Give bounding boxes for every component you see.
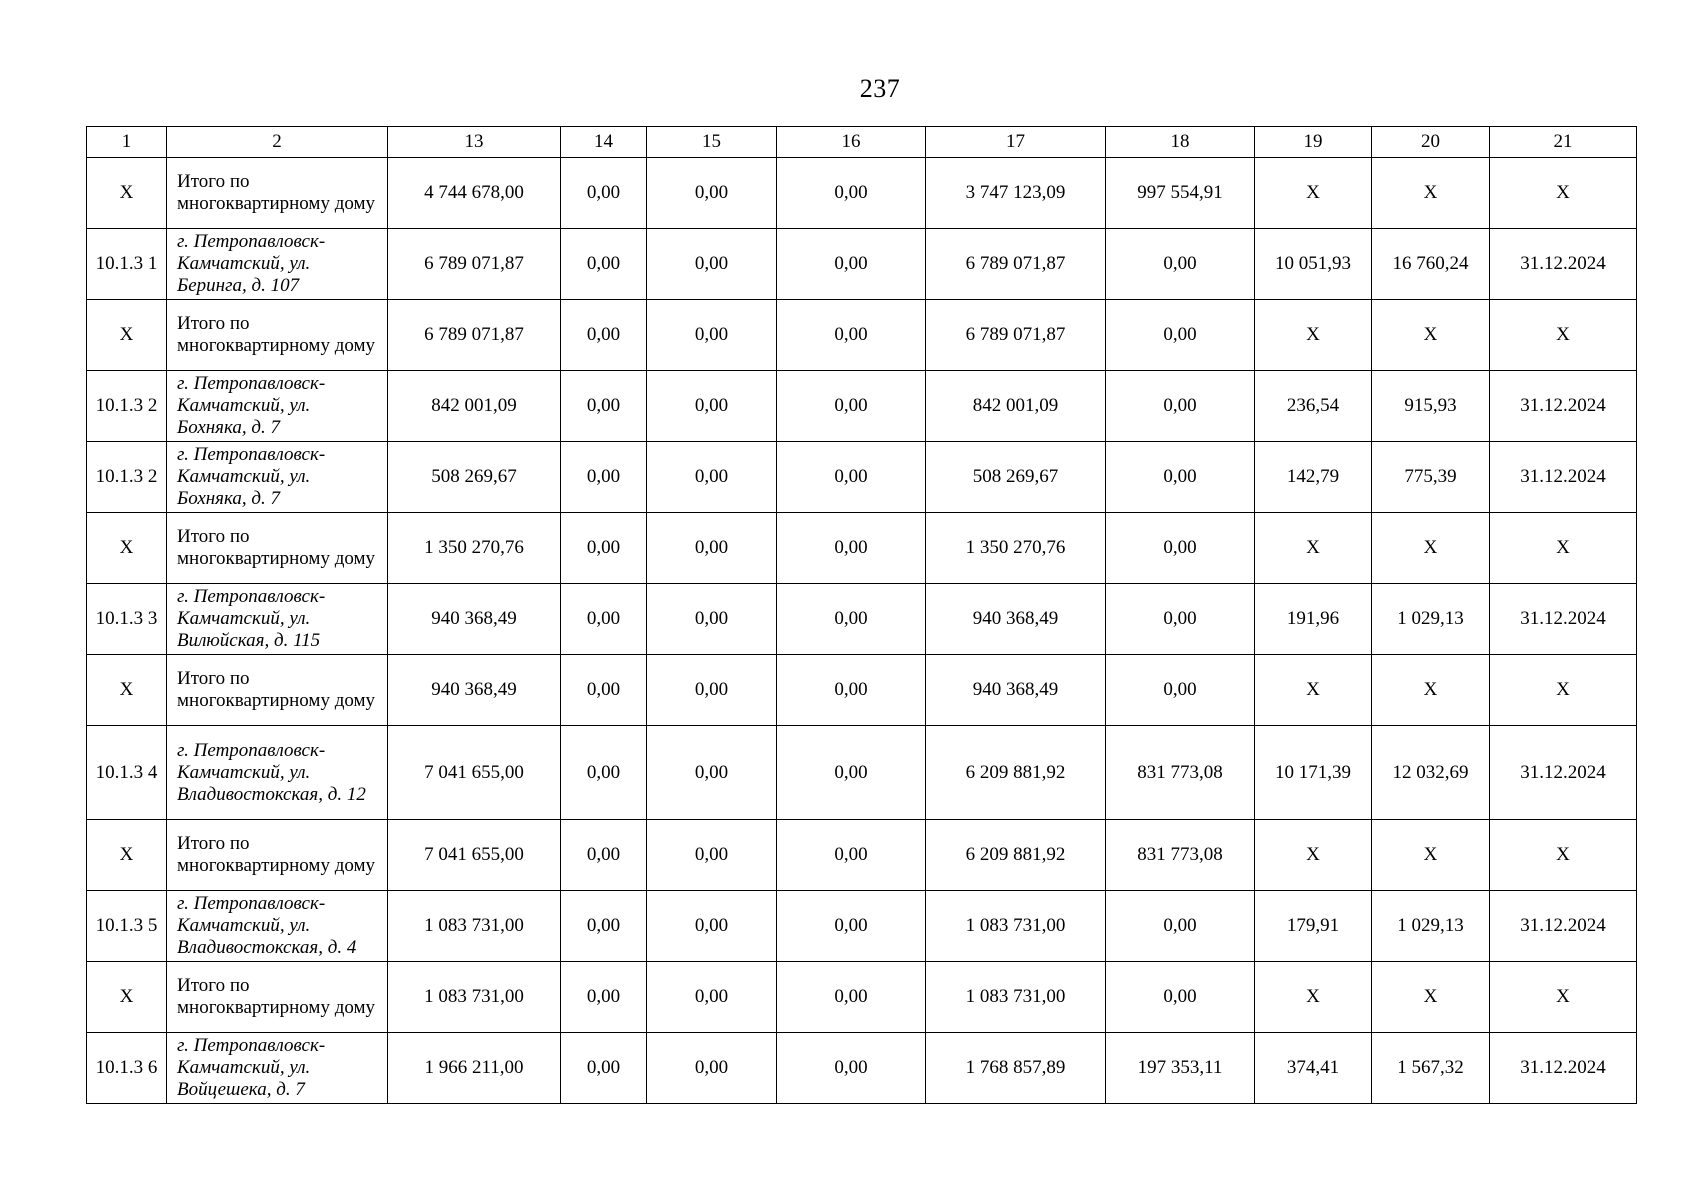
value-cell-15: 0,00 bbox=[647, 891, 777, 962]
value-cell-19: X bbox=[1255, 513, 1372, 584]
page-number: 237 bbox=[859, 74, 901, 103]
value-cell-18: 197 353,11 bbox=[1106, 1033, 1255, 1104]
row-code-cell: 10.1.3 2 bbox=[87, 442, 167, 513]
value-cell-21: 31.12.2024 bbox=[1490, 229, 1637, 300]
value-cell-18: 831 773,08 bbox=[1106, 820, 1255, 891]
value-cell-13: 6 789 071,87 bbox=[388, 229, 561, 300]
value-cell-14: 0,00 bbox=[561, 655, 647, 726]
total-label-cell: Итого по многоквартирному дому bbox=[167, 513, 388, 584]
value-cell-14: 0,00 bbox=[561, 891, 647, 962]
value-cell-19: X bbox=[1255, 820, 1372, 891]
table-body bbox=[87, 158, 1637, 1104]
value-cell-20: 915,93 bbox=[1372, 371, 1490, 442]
value-cell-14: 0,00 bbox=[561, 820, 647, 891]
value-cell-13: 7 041 655,00 bbox=[388, 726, 561, 820]
value-cell-19: X bbox=[1255, 655, 1372, 726]
total-row bbox=[87, 158, 1637, 229]
value-cell-13: 1 350 270,76 bbox=[388, 513, 561, 584]
data-table bbox=[86, 126, 1637, 1104]
value-cell-15: 0,00 bbox=[647, 726, 777, 820]
row-code-cell: 10.1.3 6 bbox=[87, 1033, 167, 1104]
header-cell: 19 bbox=[1255, 127, 1372, 158]
table-row bbox=[87, 1033, 1637, 1104]
row-code-cell: X bbox=[87, 962, 167, 1033]
table-row bbox=[87, 726, 1637, 820]
value-cell-16: 0,00 bbox=[777, 513, 926, 584]
row-code-cell: X bbox=[87, 655, 167, 726]
value-cell-20: X bbox=[1372, 513, 1490, 584]
value-cell-21: X bbox=[1490, 158, 1637, 229]
value-cell-20: 16 760,24 bbox=[1372, 229, 1490, 300]
value-cell-17: 6 209 881,92 bbox=[926, 820, 1106, 891]
value-cell-21: X bbox=[1490, 655, 1637, 726]
total-label-cell: Итого по многоквартирному дому bbox=[167, 655, 388, 726]
value-cell-15: 0,00 bbox=[647, 300, 777, 371]
header-cell: 20 bbox=[1372, 127, 1490, 158]
value-cell-15: 0,00 bbox=[647, 962, 777, 1033]
value-cell-16: 0,00 bbox=[777, 300, 926, 371]
value-cell-16: 0,00 bbox=[777, 962, 926, 1033]
address-cell: г. Петропавловск-Камчатский, ул. Войцешека, д. 7 bbox=[167, 1033, 388, 1104]
value-cell-20: 1 029,13 bbox=[1372, 891, 1490, 962]
value-cell-18: 997 554,91 bbox=[1106, 158, 1255, 229]
value-cell-21: 31.12.2024 bbox=[1490, 891, 1637, 962]
value-cell-14: 0,00 bbox=[561, 371, 647, 442]
table-row bbox=[87, 584, 1637, 655]
value-cell-19: 142,79 bbox=[1255, 442, 1372, 513]
value-cell-20: X bbox=[1372, 820, 1490, 891]
value-cell-13: 1 966 211,00 bbox=[388, 1033, 561, 1104]
value-cell-19: X bbox=[1255, 300, 1372, 371]
row-code-cell: X bbox=[87, 158, 167, 229]
value-cell-20: X bbox=[1372, 962, 1490, 1033]
header-cell: 18 bbox=[1106, 127, 1255, 158]
total-row bbox=[87, 655, 1637, 726]
value-cell-19: 374,41 bbox=[1255, 1033, 1372, 1104]
total-label-cell: Итого по многоквартирному дому bbox=[167, 158, 388, 229]
value-cell-15: 0,00 bbox=[647, 1033, 777, 1104]
value-cell-21: 31.12.2024 bbox=[1490, 1033, 1637, 1104]
value-cell-17: 508 269,67 bbox=[926, 442, 1106, 513]
value-cell-18: 0,00 bbox=[1106, 891, 1255, 962]
table-row bbox=[87, 229, 1637, 300]
address-cell: г. Петропавловск-Камчатский, ул. Вилюйская, д. 115 bbox=[167, 584, 388, 655]
row-code-cell: 10.1.3 4 bbox=[87, 726, 167, 820]
row-code-cell: X bbox=[87, 513, 167, 584]
value-cell-18: 0,00 bbox=[1106, 513, 1255, 584]
value-cell-16: 0,00 bbox=[777, 371, 926, 442]
value-cell-14: 0,00 bbox=[561, 1033, 647, 1104]
value-cell-18: 0,00 bbox=[1106, 371, 1255, 442]
value-cell-20: 775,39 bbox=[1372, 442, 1490, 513]
value-cell-21: X bbox=[1490, 513, 1637, 584]
value-cell-14: 0,00 bbox=[561, 726, 647, 820]
total-label-cell: Итого по многоквартирному дому bbox=[167, 300, 388, 371]
row-code-cell: 10.1.3 1 bbox=[87, 229, 167, 300]
value-cell-21: 31.12.2024 bbox=[1490, 584, 1637, 655]
value-cell-17: 1 768 857,89 bbox=[926, 1033, 1106, 1104]
value-cell-19: X bbox=[1255, 158, 1372, 229]
address-cell: г. Петропавловск-Камчатский, ул. Беринга, д. 107 bbox=[167, 229, 388, 300]
value-cell-17: 6 209 881,92 bbox=[926, 726, 1106, 820]
value-cell-20: X bbox=[1372, 158, 1490, 229]
value-cell-16: 0,00 bbox=[777, 158, 926, 229]
header-cell: 15 bbox=[647, 127, 777, 158]
value-cell-13: 4 744 678,00 bbox=[388, 158, 561, 229]
value-cell-21: X bbox=[1490, 820, 1637, 891]
value-cell-17: 1 083 731,00 bbox=[926, 962, 1106, 1033]
value-cell-14: 0,00 bbox=[561, 442, 647, 513]
value-cell-21: X bbox=[1490, 300, 1637, 371]
value-cell-17: 940 368,49 bbox=[926, 655, 1106, 726]
value-cell-17: 6 789 071,87 bbox=[926, 300, 1106, 371]
value-cell-13: 940 368,49 bbox=[388, 655, 561, 726]
value-cell-15: 0,00 bbox=[647, 442, 777, 513]
value-cell-17: 3 747 123,09 bbox=[926, 158, 1106, 229]
address-cell: г. Петропавловск-Камчатский, ул. Бохняка, д. 7 bbox=[167, 442, 388, 513]
value-cell-13: 6 789 071,87 bbox=[388, 300, 561, 371]
value-cell-15: 0,00 bbox=[647, 655, 777, 726]
row-code-cell: X bbox=[87, 300, 167, 371]
header-cell: 2 bbox=[167, 127, 388, 158]
value-cell-17: 842 001,09 bbox=[926, 371, 1106, 442]
value-cell-19: 191,96 bbox=[1255, 584, 1372, 655]
value-cell-20: 12 032,69 bbox=[1372, 726, 1490, 820]
value-cell-16: 0,00 bbox=[777, 820, 926, 891]
value-cell-15: 0,00 bbox=[647, 371, 777, 442]
table-row bbox=[87, 442, 1637, 513]
value-cell-18: 0,00 bbox=[1106, 962, 1255, 1033]
value-cell-16: 0,00 bbox=[777, 229, 926, 300]
header-cell: 16 bbox=[777, 127, 926, 158]
value-cell-17: 940 368,49 bbox=[926, 584, 1106, 655]
value-cell-20: X bbox=[1372, 300, 1490, 371]
table-row bbox=[87, 371, 1637, 442]
total-label-cell: Итого по многоквартирному дому bbox=[167, 820, 388, 891]
value-cell-13: 842 001,09 bbox=[388, 371, 561, 442]
value-cell-16: 0,00 bbox=[777, 1033, 926, 1104]
row-code-cell: 10.1.3 3 bbox=[87, 584, 167, 655]
value-cell-16: 0,00 bbox=[777, 442, 926, 513]
value-cell-20: X bbox=[1372, 655, 1490, 726]
value-cell-21: 31.12.2024 bbox=[1490, 726, 1637, 820]
header-cell: 17 bbox=[926, 127, 1106, 158]
total-label-cell: Итого по многоквартирному дому bbox=[167, 962, 388, 1033]
table-row bbox=[87, 891, 1637, 962]
value-cell-15: 0,00 bbox=[647, 229, 777, 300]
value-cell-14: 0,00 bbox=[561, 158, 647, 229]
value-cell-20: 1 029,13 bbox=[1372, 584, 1490, 655]
value-cell-16: 0,00 bbox=[777, 726, 926, 820]
value-cell-14: 0,00 bbox=[561, 513, 647, 584]
value-cell-16: 0,00 bbox=[777, 655, 926, 726]
total-row bbox=[87, 962, 1637, 1033]
header-row bbox=[87, 127, 1637, 158]
address-cell: г. Петропавловск-Камчатский, ул. Владивостокская, д. 4 bbox=[167, 891, 388, 962]
value-cell-16: 0,00 bbox=[777, 584, 926, 655]
value-cell-14: 0,00 bbox=[561, 300, 647, 371]
value-cell-18: 0,00 bbox=[1106, 584, 1255, 655]
value-cell-15: 0,00 bbox=[647, 158, 777, 229]
value-cell-19: X bbox=[1255, 962, 1372, 1033]
value-cell-14: 0,00 bbox=[561, 584, 647, 655]
value-cell-19: 179,91 bbox=[1255, 891, 1372, 962]
value-cell-19: 10 051,93 bbox=[1255, 229, 1372, 300]
total-row bbox=[87, 300, 1637, 371]
header-cell: 13 bbox=[388, 127, 561, 158]
value-cell-15: 0,00 bbox=[647, 584, 777, 655]
address-cell: г. Петропавловск-Камчатский, ул. Владивостокская, д. 12 bbox=[167, 726, 388, 820]
value-cell-18: 0,00 bbox=[1106, 229, 1255, 300]
value-cell-21: X bbox=[1490, 962, 1637, 1033]
value-cell-18: 0,00 bbox=[1106, 655, 1255, 726]
value-cell-15: 0,00 bbox=[647, 513, 777, 584]
value-cell-21: 31.12.2024 bbox=[1490, 442, 1637, 513]
value-cell-18: 0,00 bbox=[1106, 442, 1255, 513]
value-cell-19: 10 171,39 bbox=[1255, 726, 1372, 820]
value-cell-19: 236,54 bbox=[1255, 371, 1372, 442]
total-row bbox=[87, 820, 1637, 891]
row-code-cell: 10.1.3 2 bbox=[87, 371, 167, 442]
total-row bbox=[87, 513, 1637, 584]
value-cell-13: 7 041 655,00 bbox=[388, 820, 561, 891]
value-cell-20: 1 567,32 bbox=[1372, 1033, 1490, 1104]
address-cell: г. Петропавловск-Камчатский, ул. Бохняка, д. 7 bbox=[167, 371, 388, 442]
value-cell-18: 831 773,08 bbox=[1106, 726, 1255, 820]
value-cell-13: 1 083 731,00 bbox=[388, 962, 561, 1033]
header-cell: 14 bbox=[561, 127, 647, 158]
row-code-cell: 10.1.3 5 bbox=[87, 891, 167, 962]
value-cell-16: 0,00 bbox=[777, 891, 926, 962]
value-cell-14: 0,00 bbox=[561, 962, 647, 1033]
value-cell-17: 1 083 731,00 bbox=[926, 891, 1106, 962]
header-cell: 21 bbox=[1490, 127, 1637, 158]
value-cell-13: 1 083 731,00 bbox=[388, 891, 561, 962]
value-cell-13: 940 368,49 bbox=[388, 584, 561, 655]
value-cell-13: 508 269,67 bbox=[388, 442, 561, 513]
value-cell-15: 0,00 bbox=[647, 820, 777, 891]
header-cell: 1 bbox=[87, 127, 167, 158]
value-cell-17: 6 789 071,87 bbox=[926, 229, 1106, 300]
value-cell-17: 1 350 270,76 bbox=[926, 513, 1106, 584]
value-cell-21: 31.12.2024 bbox=[1490, 371, 1637, 442]
row-code-cell: X bbox=[87, 820, 167, 891]
value-cell-18: 0,00 bbox=[1106, 300, 1255, 371]
value-cell-14: 0,00 bbox=[561, 229, 647, 300]
